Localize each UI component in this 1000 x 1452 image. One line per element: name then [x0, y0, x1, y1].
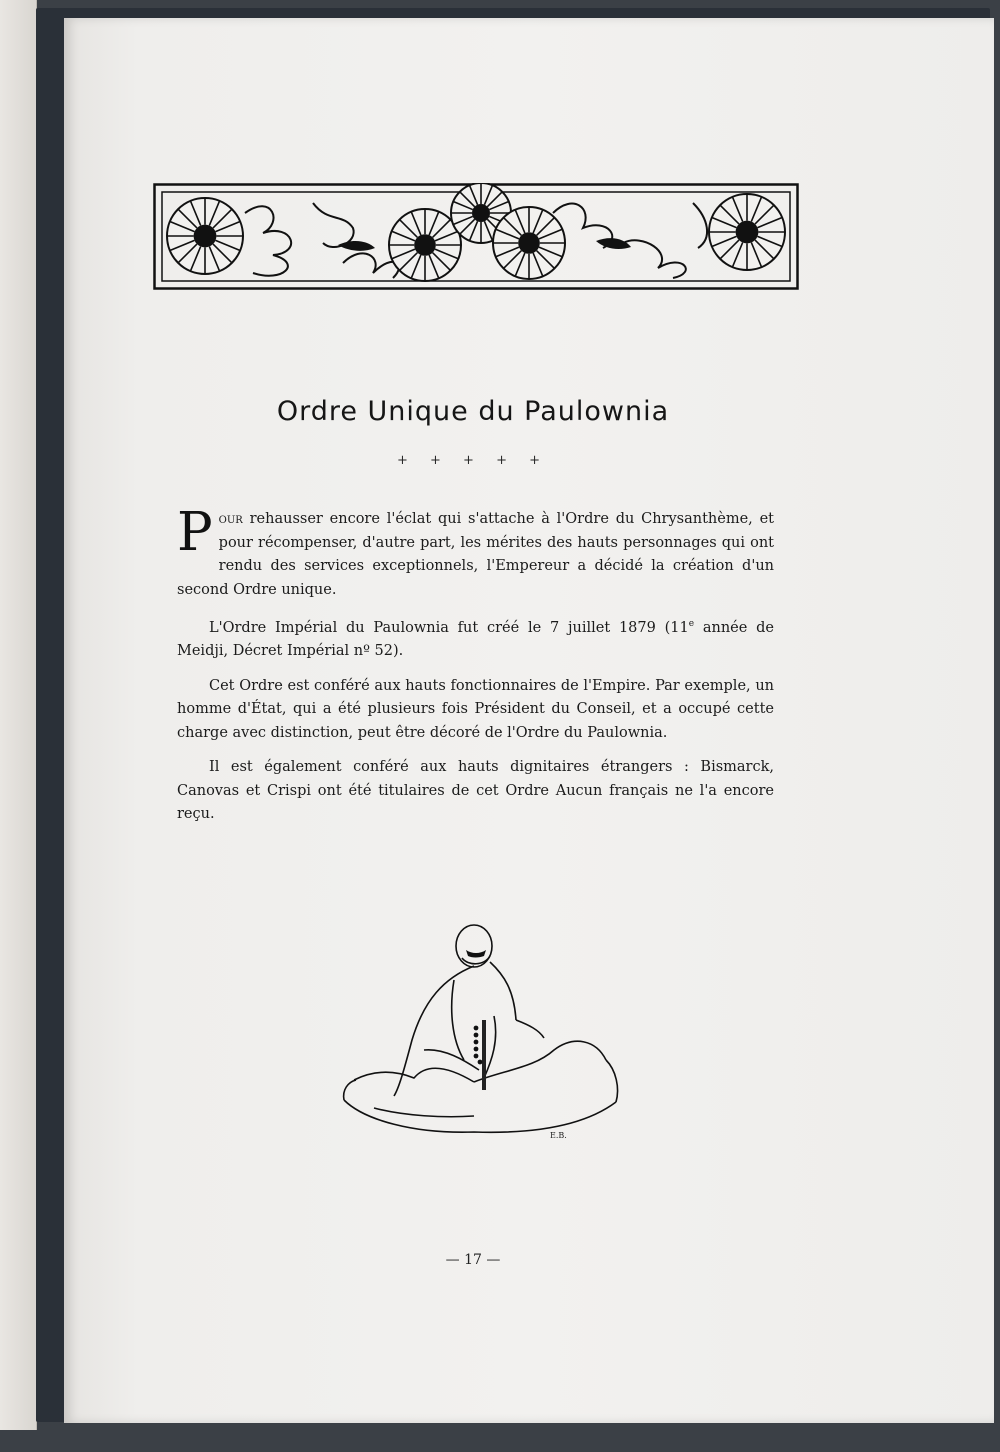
ornament-stars: + + + + +: [397, 453, 549, 468]
illustrator-signature: E.B.: [550, 1131, 567, 1140]
chrysanthemum-icon: [167, 198, 243, 274]
body-text: [177, 502, 774, 838]
drop-cap: P: [177, 502, 213, 563]
chrysanthemum-icon: [493, 207, 565, 279]
page-title: Ordre Unique du Paulownia: [276, 396, 670, 427]
flower-group: [167, 183, 785, 281]
previous-page-edge: [0, 0, 37, 1430]
chrysanthemum-icon: [389, 209, 461, 281]
small-caps-lead: our: [218, 511, 243, 527]
paragraph-4: Il est également conféré aux hauts dignitaires étrangers : Bismarck, Canovas et Crispi ont été titulaires de cet Ordre Aucun français ne l'a encore reçu.: [177, 759, 774, 823]
paragraph-3: Cet Ordre est conféré aux hauts fonctionnaires de l'Empire. Par exemple, un homme d'État, qui a été plusieurs fois Président du Conseil, et a occupé cette charge avec distinction, peut être décoré de l'Ordre du Paulownia.: [177, 677, 774, 741]
paragraph-1-text: rehausser encore l'éclat qui s'attache à l'Ordre du Chrysanthème, et pour récompenser, d'autre part, les mérites des hauts personnages qui ont rendu des services exceptionnels, l'Empereur a décidé la création d'un second Ordre unique.: [177, 511, 774, 598]
ordinal-superscript: e: [688, 619, 695, 629]
paragraph-2-text: L'Ordre Impérial du Paulownia fut créé le 7 juillet 1879 (11: [209, 619, 689, 636]
chrysanthemum-icon: [709, 194, 785, 270]
chrysanthemum-banner: [153, 183, 799, 290]
paragraph-2-text-end: année de Meidji, Décret Impérial nº 52).: [177, 619, 774, 660]
paragraph-1: [177, 502, 774, 602]
paragraph-2: [177, 613, 774, 664]
book-page: [64, 18, 994, 1423]
page-number: — 17 —: [445, 1252, 501, 1268]
book-cover-board: [36, 8, 990, 1422]
seated-monk-illustration: [334, 920, 620, 1146]
